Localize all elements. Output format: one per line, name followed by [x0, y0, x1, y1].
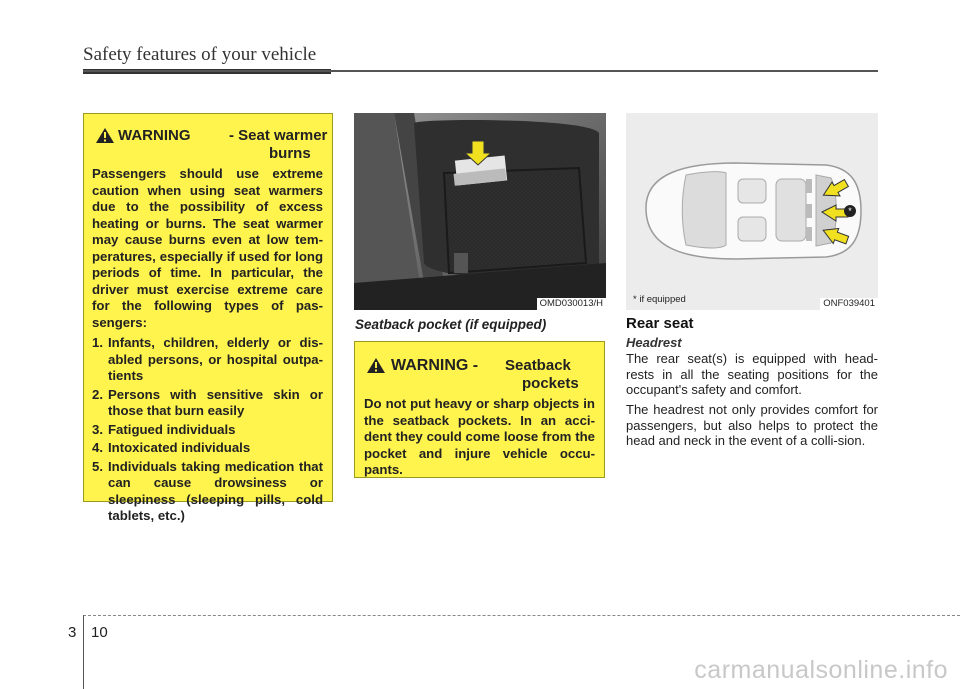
section-title: Rear seat [626, 315, 694, 332]
seatback-pocket-photo [354, 113, 606, 310]
page-number: 10 [91, 624, 108, 641]
footer-divider [83, 615, 84, 689]
figure-caption: Seatback pocket (if equipped) [355, 317, 547, 332]
svg-text:*: * [848, 206, 852, 216]
seat-warmer-warning [83, 113, 333, 523]
list-item: 2. Persons with sensitive skin or those that burn easily [92, 386, 323, 418]
warning-heading [355, 356, 604, 396]
warning-subject-line2: burns [269, 145, 311, 162]
footer-rule [83, 615, 960, 617]
warning-subject-line1: - Seat warmer [229, 127, 328, 144]
list-item: 5. Individuals taking medication that can cause drowsiness or sleepiness (sleeping pills, cold tablets, etc.) [92, 458, 323, 523]
list-item: 3. Fatigued individuals [92, 421, 236, 437]
list-item: 4. Intoxicated individuals [92, 440, 251, 455]
passenger-list [84, 335, 332, 525]
list-item: 1. Infants, children, elderly or dis-abled persons, or hospital outpa-tients [92, 335, 323, 383]
header-rule [83, 70, 878, 72]
warning-heading [84, 126, 332, 166]
warning-triangle-icon [367, 358, 385, 373]
warning-subject-line2: pockets [522, 375, 579, 392]
figure-code: ONF039401 [820, 298, 878, 310]
warning-triangle-icon [96, 128, 114, 143]
subsection-title: Headrest [626, 335, 682, 350]
body-paragraph: The headrest not only provides comfort for passengers, but also helps to protect the head and neck in the event of a colli-sion. [626, 402, 878, 448]
chapter-number: 3 [68, 624, 77, 641]
page-header-title: Safety features of your vehicle [83, 44, 317, 65]
warning-subject-line1: Seatback [505, 357, 571, 374]
warning-body: Do not put heavy or sharp objects in the seatback pockets. In an acci-dent they could come loose from the pocket and injure vehicle occu-pants. [364, 396, 595, 477]
rear-headrest-diagram [626, 113, 878, 310]
warning-body: Passengers should use extreme caution when using seat warmers due to the possibility of excess heating or burns. The seat warmer may cause burns even at low tem-peratures, especially if used for long periods of time. In particular, the driver must exercise extreme care for the following types of pas-sengers: [92, 166, 323, 330]
seatback-illustration [354, 113, 606, 310]
warning-word: WARNING [118, 127, 191, 144]
car-top-view-illustration [626, 113, 878, 310]
body-paragraph: The rear seat(s) is equipped with head-rests in all the seating positions for the occupant's safety and comfort. [626, 351, 878, 397]
watermark: carmanualsonline.info [694, 656, 948, 684]
figure-code: OMD030013/H [537, 298, 606, 310]
warning-word: WARNING - [391, 357, 479, 374]
seatback-pocket-warning [354, 341, 605, 478]
figure-note: * if equipped [633, 294, 686, 305]
